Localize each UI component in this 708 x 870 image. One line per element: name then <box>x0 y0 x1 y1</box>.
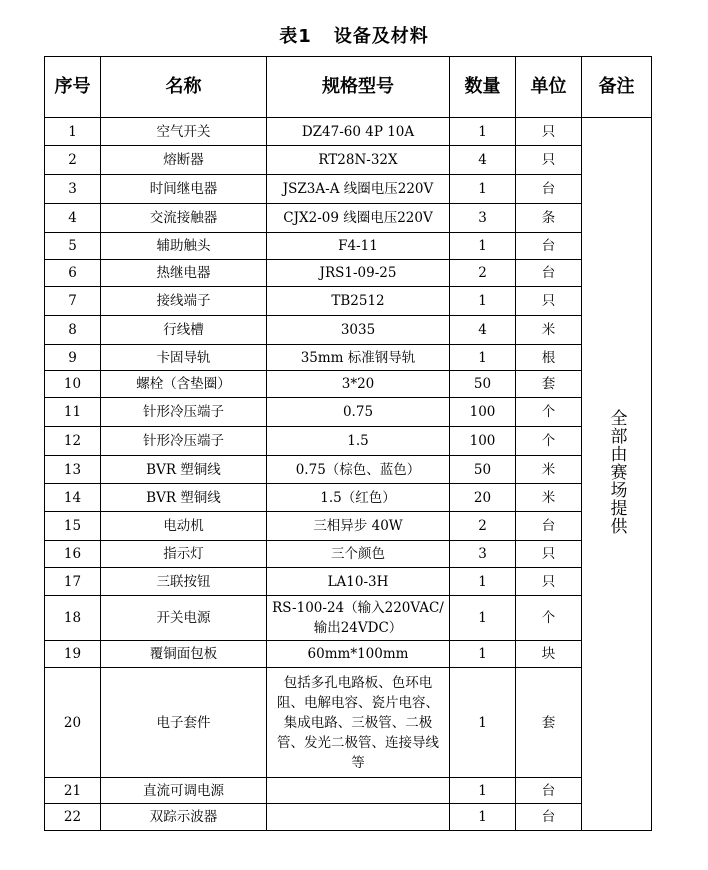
row-spec: RT28N-32X <box>267 146 450 175</box>
row-no: 13 <box>45 456 101 484</box>
header-remark: 备注 <box>582 57 652 118</box>
row-name: 接线端子 <box>101 287 267 316</box>
row-name: 针形冷压端子 <box>101 427 267 456</box>
row-unit: 套 <box>516 371 582 398</box>
row-qty: 1 <box>450 778 516 804</box>
row-spec: 包括多孔电路板、色环电阻、电解电容、瓷片电容、集成电路、三极管、二极管、发光二极管、连接导线等 <box>267 668 450 778</box>
table-row <box>45 541 652 568</box>
row-spec <box>267 804 450 831</box>
row-spec: RS-100-24（输入220VAC/输出24VDC） <box>267 596 450 641</box>
table-title: 设备及材料 <box>333 26 429 47</box>
row-spec: 1.5 <box>267 427 450 456</box>
row-no: 17 <box>45 568 101 596</box>
table-row <box>45 778 652 804</box>
row-no: 22 <box>45 804 101 831</box>
row-no: 7 <box>45 287 101 316</box>
header-qty: 数量 <box>450 57 516 118</box>
table-row <box>45 427 652 456</box>
row-unit: 米 <box>516 484 582 512</box>
row-qty: 1 <box>450 345 516 371</box>
table-row <box>45 512 652 541</box>
row-name: 直流可调电源 <box>101 778 267 804</box>
row-spec: 35mm 标准钢导轨 <box>267 345 450 371</box>
row-name: 交流接触器 <box>101 204 267 233</box>
equipment-table <box>44 56 652 831</box>
row-qty: 1 <box>450 668 516 778</box>
row-no: 21 <box>45 778 101 804</box>
row-unit: 只 <box>516 146 582 175</box>
row-no: 8 <box>45 316 101 345</box>
row-no: 9 <box>45 345 101 371</box>
row-spec: 3*20 <box>267 371 450 398</box>
row-qty: 4 <box>450 146 516 175</box>
row-unit: 台 <box>516 260 582 287</box>
row-no: 3 <box>45 175 101 204</box>
table-row <box>45 804 652 831</box>
row-no: 16 <box>45 541 101 568</box>
row-qty: 3 <box>450 204 516 233</box>
header-name: 名称 <box>101 57 267 118</box>
row-unit: 只 <box>516 541 582 568</box>
row-name: 辅助触头 <box>101 233 267 260</box>
row-name: 螺栓（含垫圈） <box>101 371 267 398</box>
table-row <box>45 371 652 398</box>
table-row <box>45 596 652 641</box>
row-spec: F4-11 <box>267 233 450 260</box>
header-row <box>45 57 652 118</box>
remark-cell <box>582 118 652 831</box>
row-qty: 2 <box>450 512 516 541</box>
row-qty: 100 <box>450 398 516 427</box>
row-spec: JSZ3A-A 线圈电压220V <box>267 175 450 204</box>
row-unit: 只 <box>516 118 582 146</box>
table-caption <box>0 22 708 48</box>
row-qty: 1 <box>450 233 516 260</box>
row-no: 20 <box>45 668 101 778</box>
row-unit: 只 <box>516 568 582 596</box>
row-name: 熔断器 <box>101 146 267 175</box>
row-unit: 个 <box>516 596 582 641</box>
table-row <box>45 398 652 427</box>
table-row <box>45 316 652 345</box>
row-no: 2 <box>45 146 101 175</box>
row-no: 10 <box>45 371 101 398</box>
table-row <box>45 260 652 287</box>
row-name: 热继电器 <box>101 260 267 287</box>
header-spec: 规格型号 <box>267 57 450 118</box>
row-spec: 0.75（棕色、蓝色） <box>267 456 450 484</box>
row-unit: 台 <box>516 804 582 831</box>
table-row <box>45 345 652 371</box>
table-row <box>45 175 652 204</box>
row-unit: 台 <box>516 512 582 541</box>
table-row <box>45 456 652 484</box>
row-name: 行线槽 <box>101 316 267 345</box>
row-no: 12 <box>45 427 101 456</box>
table-row <box>45 484 652 512</box>
row-unit: 套 <box>516 668 582 778</box>
row-name: BVR 塑铜线 <box>101 456 267 484</box>
row-qty: 1 <box>450 287 516 316</box>
row-qty: 2 <box>450 260 516 287</box>
row-spec: 0.75 <box>267 398 450 427</box>
row-qty: 1 <box>450 641 516 668</box>
row-unit: 块 <box>516 641 582 668</box>
header-no: 序号 <box>45 57 101 118</box>
row-no: 5 <box>45 233 101 260</box>
row-no: 14 <box>45 484 101 512</box>
row-name: 指示灯 <box>101 541 267 568</box>
row-no: 18 <box>45 596 101 641</box>
table-row <box>45 146 652 175</box>
row-qty: 1 <box>450 118 516 146</box>
row-unit: 台 <box>516 778 582 804</box>
row-name: BVR 塑铜线 <box>101 484 267 512</box>
row-qty: 50 <box>450 456 516 484</box>
row-no: 1 <box>45 118 101 146</box>
table-row <box>45 568 652 596</box>
remark-text: 全部由赛场提供 <box>606 409 627 535</box>
row-spec: 三个颜色 <box>267 541 450 568</box>
table-row <box>45 668 652 778</box>
row-name: 双踪示波器 <box>101 804 267 831</box>
row-name: 针形冷压端子 <box>101 398 267 427</box>
row-name: 卡固导轨 <box>101 345 267 371</box>
row-spec: 1.5（红色） <box>267 484 450 512</box>
row-unit: 米 <box>516 456 582 484</box>
table-row <box>45 204 652 233</box>
row-unit: 台 <box>516 233 582 260</box>
row-unit: 个 <box>516 398 582 427</box>
table-row <box>45 233 652 260</box>
row-no: 11 <box>45 398 101 427</box>
row-name: 开关电源 <box>101 596 267 641</box>
row-spec <box>267 778 450 804</box>
row-qty: 1 <box>450 596 516 641</box>
row-spec: TB2512 <box>267 287 450 316</box>
row-spec: 60mm*100mm <box>267 641 450 668</box>
row-spec: JRS1-09-25 <box>267 260 450 287</box>
row-name: 电子套件 <box>101 668 267 778</box>
table-number: 表1 <box>279 26 312 47</box>
row-unit: 个 <box>516 427 582 456</box>
row-unit: 根 <box>516 345 582 371</box>
row-name: 电动机 <box>101 512 267 541</box>
table-row <box>45 118 652 146</box>
row-unit: 条 <box>516 204 582 233</box>
row-name: 时间继电器 <box>101 175 267 204</box>
row-unit: 只 <box>516 287 582 316</box>
row-spec: 3035 <box>267 316 450 345</box>
row-qty: 20 <box>450 484 516 512</box>
table-row <box>45 287 652 316</box>
row-spec: 三相异步 40W <box>267 512 450 541</box>
row-no: 4 <box>45 204 101 233</box>
row-no: 15 <box>45 512 101 541</box>
row-unit: 米 <box>516 316 582 345</box>
row-qty: 50 <box>450 371 516 398</box>
row-spec: LA10-3H <box>267 568 450 596</box>
row-qty: 1 <box>450 175 516 204</box>
row-name: 覆铜面包板 <box>101 641 267 668</box>
row-qty: 1 <box>450 804 516 831</box>
row-name: 三联按钮 <box>101 568 267 596</box>
row-qty: 100 <box>450 427 516 456</box>
row-unit: 台 <box>516 175 582 204</box>
header-unit: 单位 <box>516 57 582 118</box>
row-qty: 3 <box>450 541 516 568</box>
table-row <box>45 641 652 668</box>
row-no: 19 <box>45 641 101 668</box>
row-name: 空气开关 <box>101 118 267 146</box>
row-no: 6 <box>45 260 101 287</box>
row-qty: 4 <box>450 316 516 345</box>
row-qty: 1 <box>450 568 516 596</box>
row-spec: DZ47-60 4P 10A <box>267 118 450 146</box>
row-spec: CJX2-09 线圈电压220V <box>267 204 450 233</box>
